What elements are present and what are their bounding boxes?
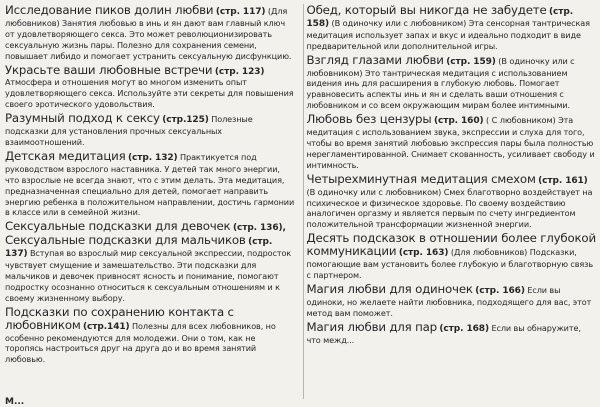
page-ref: (стр. 163) — [398, 248, 449, 259]
entry-title: Обед, который вы никогда не забудете — [306, 4, 547, 17]
entry-body: Полезные подсказки для установления прочных сексуальных взаимоотношений. — [5, 114, 253, 147]
entry-title: Четырехминутная медитация смехом — [306, 171, 536, 186]
right-column — [301, 4, 597, 403]
entry-title: Любовь без цензуры — [306, 112, 432, 127]
page-ref: (стр. 136), — [232, 223, 286, 234]
entry-body: Подсказки, помогающие вам установить более глубокую и благотворную связь с партнером. — [306, 247, 594, 281]
entry-audience: (Для любовников) — [450, 247, 528, 258]
entry-body: Если вы одиноки, но желаете найти любовника, подходящего для вас, этот метод вам поможет. — [306, 284, 592, 318]
page-ref: (стр. 168) — [439, 323, 489, 334]
entry-body: Эта медитация с использованием звука, экспрессии и слуха для того, чтобы во время занятий любовью экспрессия пары была полностью нерегламентированной. Снимает скованность, усиливает свободу и интимность. — [306, 115, 595, 170]
entry-title: Разумный подход к сексу — [5, 111, 160, 126]
page-ref: (стр. 161) — [538, 175, 588, 186]
page-ref: (стр.125) — [162, 115, 209, 126]
list-item — [5, 220, 295, 303]
entry-audience: (В одиночку или с любовником) — [306, 55, 575, 78]
entry-body: Полезны для всех любовников, но особенно рекомендуются для молодежи. Они о том, как не торопясь настроиться друг на друга до и во время занятий любовью. — [5, 320, 276, 365]
entry-body: Практикуется под руководством взрослого наставника. У детей так много энергии, что взрослые не всегда знают, что с этим делать. Эта медитация, предназначенная специально для детей, помогает направить энергию ребенка в положительном направлении, достичь гармонии в классе или в семейной жизни. — [5, 151, 295, 218]
entry-title: Магия любви для одиночек — [306, 281, 473, 296]
list-item — [307, 232, 597, 281]
entry-body: Эта сенсорная тантрическая медитация использует запах и вкус и идеально подходит в виде предварительной или дополнительной игры. — [306, 17, 590, 51]
entry-title: Магия любви для пар — [306, 319, 437, 334]
list-item — [5, 112, 295, 148]
page-ref: (стр.141) — [83, 321, 130, 332]
list-item — [5, 150, 295, 218]
entry-title: Десять подсказок в отношении более глубокой коммуникации — [306, 231, 596, 259]
entry-body: Если вы обнаружите, что межд... — [306, 322, 581, 345]
entry-audience: (Для любовников) — [5, 6, 288, 28]
page-ref: (стр. 132) — [128, 152, 178, 163]
list-item — [307, 113, 597, 171]
list-item — [5, 306, 295, 366]
entry-title: Сексуальные подсказки для мальчиков — [5, 233, 246, 248]
entry-audience: (В одиночку или с любовником) — [306, 186, 442, 197]
list-item — [307, 173, 597, 231]
list-item — [307, 54, 597, 112]
page-ref: (стр. 159) — [446, 56, 496, 67]
list-item — [5, 4, 295, 62]
entry-body: Это тантрическая медитация с использованием видения инь для расширения в глубокую любовь. Помогает уравновесить аспекты инь и ян и сделать ваши отношения с любовником и со всем окружающим мирам более интимными. — [306, 67, 570, 111]
page-ref: (стр. 158) — [306, 7, 574, 29]
entry-audience: ( С любовником) — [486, 115, 556, 126]
entry-title: Детская медитация — [5, 148, 126, 163]
list-item — [307, 4, 597, 52]
cut-off-heading: М... — [5, 397, 25, 407]
page-ref: (стр. 117) — [215, 7, 266, 17]
column-divider — [303, 4, 304, 399]
entry-title: Подсказки по сохранению контакта с любовником — [5, 304, 234, 332]
entry-title: Сексуальные подсказки для девочек — [5, 219, 231, 234]
page-ref: (стр. 123) — [214, 66, 265, 77]
left-column — [5, 4, 301, 403]
list-item — [307, 321, 597, 346]
entry-body: Занятия любовью в инь и ян дают вам главный ключ от удовлетворяющего секса. Это может революционизировать сексуальную жизнь пары. Полезно для сохранения семени, повышает либидо и помогает устранить сексуальную дисфункцию. — [5, 17, 292, 61]
list-item — [5, 64, 295, 111]
entry-body: Вступая во взрослый мир сексуальной экспрессии, подросток чувствует смущение и замешательство. Эти подсказки для мальчиков и девочек привносят ясность и понимание, помогают подростку осознанно относиться к сексуальным отношениям и к своему жизненному выбору. — [5, 248, 292, 303]
entry-body: Смех благотворно воздействует на психическое и физическое здоровье. По своему воздействию аналогичен оргазму и является первым по счету ингредиентом положительной трансформации жизненной энергии. — [306, 186, 593, 230]
entry-title: Взгляд глазами любви — [306, 52, 444, 67]
entry-audience: (В одиночку или с любовником) — [331, 17, 467, 28]
page-ref: (стр. 160) — [433, 116, 484, 127]
entry-body: Атмосфера и отношения могут во многом изменить опыт удовлетворяющего секса. Используйте эти секреты для повышения своего эротического удовольствия. — [5, 77, 294, 110]
list-item — [307, 283, 597, 319]
entry-title: Исследование пиков долин любви — [5, 4, 214, 17]
page-ref: (стр. 166) — [475, 285, 525, 296]
entry-title: Украсьте ваши любовные встречи — [5, 62, 213, 77]
page-ref: (стр. 137) — [5, 237, 273, 260]
